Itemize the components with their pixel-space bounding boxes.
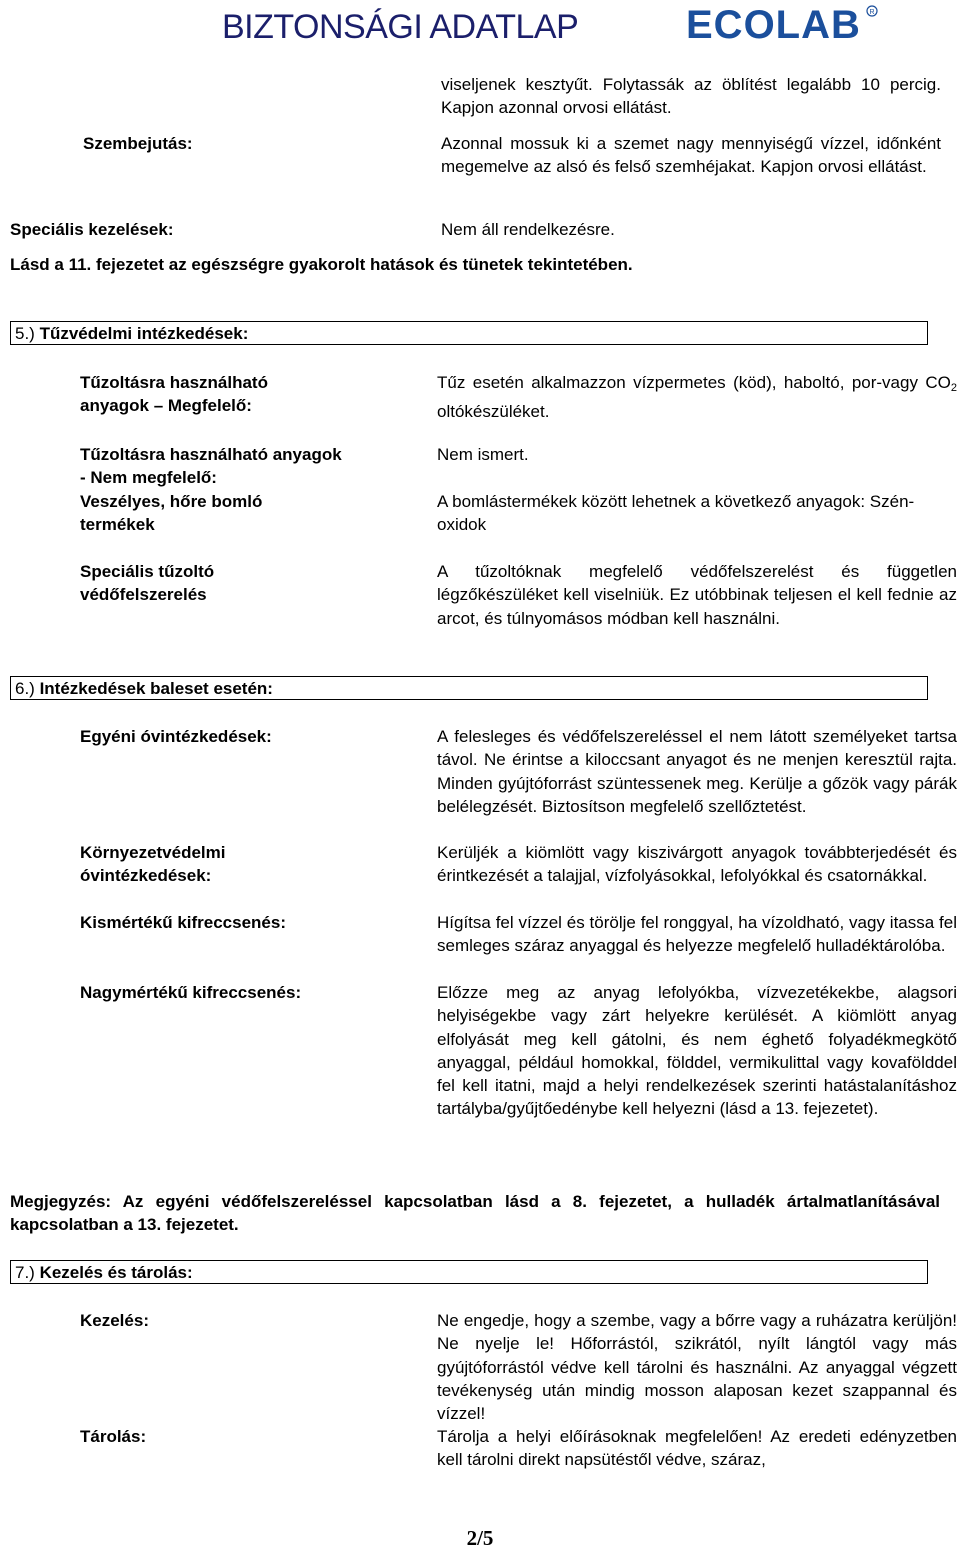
special-treatment-text: Nem áll rendelkezésre. (441, 220, 615, 239)
eye-contact-text: Azonnal mossuk ki a szemet nagy mennyiségű vízzel, időnként megemelve az alsó és felső szemhéjakat. Kapjon orvosi ellátást. (441, 134, 941, 177)
first-aid-continued-text: viseljenek kesztyűt. Folytassák az öblítést legalább 10 percig. Kapjon azonnal orvosi ellátást. (441, 75, 941, 118)
ecolab-logo (686, 2, 882, 46)
co2-text-after: oltókészüléket. (437, 402, 550, 422)
firefighter-equipment-label: Speciális tűzoltó védőfelszerelés (80, 562, 215, 605)
small-spill-text: Hígítsa fel vízzel és törölje fel ronggyal, ha vízoldható, vagy itassa fel semleges száraz anyaggal és helyezze megfelelő hulladéktárolóba. (437, 913, 957, 956)
section-6-title: Intézkedések baleset esetén: (39, 679, 273, 698)
special-treatment-label: Speciális kezelések: (10, 220, 174, 239)
extinguishing-media-unsuitable-text: Nem ismert. (437, 445, 529, 464)
section-7-header (10, 1260, 928, 1284)
small-spill-label: Kismértékű kifreccsenés: (80, 913, 287, 932)
section-6-number: 6.) (15, 679, 35, 698)
extinguishing-media-suitable-label: Tűzoltásra használható anyagok – Megfelelő: (80, 373, 268, 416)
section-5-header (10, 321, 928, 345)
co2-text: Tűz esetén alkalmazzon vízpermetes (köd), haboltó, por-vagy CO (437, 373, 951, 392)
handling-label: Kezelés: (80, 1311, 149, 1330)
personal-precautions-text: A felesleges és védőfelszereléssel el nem látott személyeket tartsa távol. Ne érintse a kiloccsant anyagot és ne menjen keresztül rajta. Minden gyújtóforrást szüntessenek meg. Kerülje a gőzök vagy párák belélegzését. Biztosítson megfelelő szellőztetést. (437, 727, 957, 816)
handling-text: Ne engedje, hogy a szembe, vagy a bőrre vagy a ruházatra kerüljön! Ne nyelje le! Hőforrástól, szikrától, nyílt lángtól vagy más gyújtóforrástól védve kell tárolni és használni. Az anyaggal végzett tevékenység után mindig mosson alaposan kezet szappannal és vízzel! (437, 1311, 957, 1424)
storage-label: Tárolás: (80, 1427, 147, 1446)
svg-text:R: R (869, 9, 875, 16)
section-5-title: Tűzvédelmi intézkedések: (39, 324, 249, 343)
co2-subscript: 2 (950, 382, 957, 394)
section-6-header (10, 676, 928, 700)
eye-contact-label: Szembejutás: (83, 134, 193, 153)
extinguishing-media-unsuitable-label: Tűzoltásra használható anyagok - Nem megfelelő: (80, 445, 342, 488)
section-7-number: 7.) (15, 1263, 35, 1282)
page-number: 2/5 (466, 1526, 494, 1550)
section-5-number: 5.) (15, 324, 35, 343)
document-title: BIZTONSÁGI ADATLAP (222, 8, 579, 46)
storage-text: Tárolja a helyi előírásoknak megfelelően! Az eredeti edényzetben kell tárolni direkt napsütéstől védve, száraz, (437, 1427, 957, 1470)
environmental-precautions-text: Kerüljék a kiömlött vagy kiszivárgott anyagok továbbterjedését és érintkezését a talajjal, vízfolyásokkal, lefolyókkal és csatornákkal. (437, 843, 957, 886)
see-chapter-note: Lásd a 11. fejezetet az egészségre gyakorolt hatások és tünetek tekintetében. (10, 255, 633, 274)
logo-text: ECOLAB (686, 3, 861, 46)
large-spill-label: Nagymértékű kifreccsenés: (80, 983, 302, 1002)
extinguishing-media-suitable-text (437, 371, 957, 424)
hazardous-decomposition-text: A bomlástermékek között lehetnek a következő anyagok: Szén-oxidok (437, 492, 915, 535)
hazardous-decomposition-label: Veszélyes, hőre bomló termékek (80, 492, 263, 535)
section-7-title: Kezelés és tárolás: (39, 1263, 193, 1282)
environmental-precautions-label: Környezetvédelmi óvintézkedések: (80, 843, 226, 886)
personal-precautions-label: Egyéni óvintézkedések: (80, 727, 272, 746)
section-6-note: Megjegyzés: Az egyéni védőfelszereléssel kapcsolatban lásd a 8. fejezetet, a hulladék ártalmatlanításával kapcsolatban a 13. fejezetet. (10, 1192, 940, 1235)
large-spill-text: Előzze meg az anyag lefolyókba, vízvezetékekbe, alagsori helyiségekbe vagy zárt helyekre kerülését. A kiömlött anyag elfolyását meg kell gátolni, és nem éghető folyadékmegkötő anyaggal, például homokkal, földdel, vermikulittal vagy kovafölddel fel kell itatni, majd a helyi rendelkezések szerinti hatástalanításhoz tartályba/gyűjtőedénybe kell helyezni (lásd a 13. fejezetet). (437, 983, 957, 1119)
firefighter-equipment-text: A tűzoltóknak megfelelő védőfelszerelést és független légzőkészüléket kell viselniük. Ez utóbbinak teljesen el kell fednie az arcot, és túlnyomásos módban kell használni. (437, 562, 957, 628)
